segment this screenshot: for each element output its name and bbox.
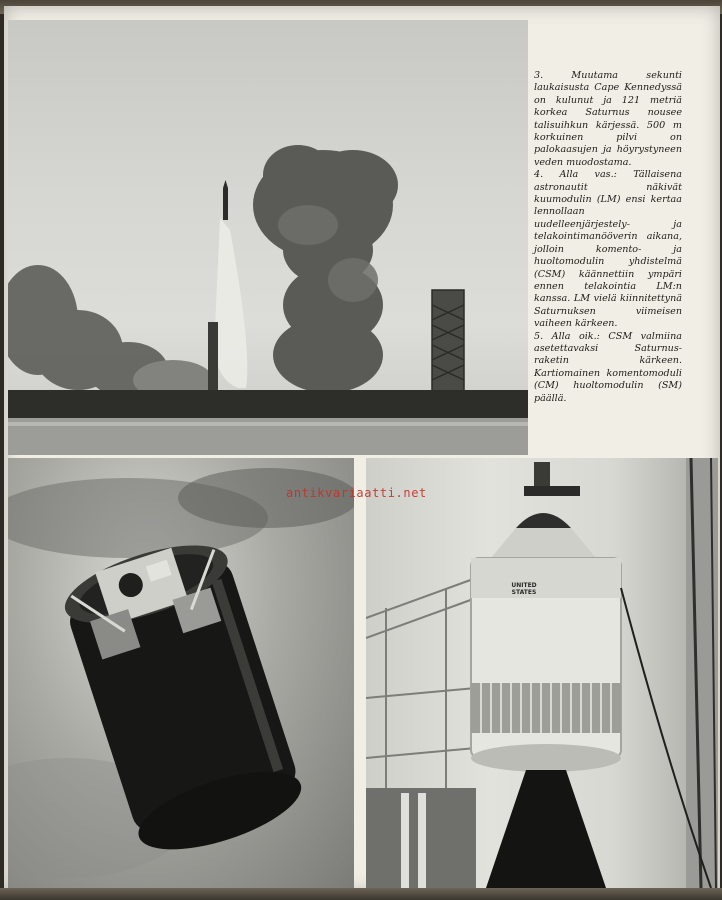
launch-scene xyxy=(8,20,528,455)
photo-saturn-launch xyxy=(8,20,528,455)
caption-5: 5. Alla oik.: CSM valmiina asetettavaksi Saturnus-raketin kärkeen. Kartiomainen komentomoduli (CM) huoltomodulin (SM) päällä. xyxy=(534,330,682,404)
photo-csm-hangar xyxy=(366,458,718,888)
photo-lunar-module xyxy=(8,458,354,888)
watermark-text: antikvariaatti.net xyxy=(286,486,427,500)
caption-3: 3. Muutama sekunti laukaisusta Cape Kennedyssä on kulunut ja 121 metriä korkea Saturnus nousee talisuihkun kärjessä. 500 m korkuinen pilvi on palokaasujen ja höyrystyneen veden muodostama. xyxy=(534,70,682,168)
book-edge-bottom xyxy=(0,888,722,900)
lunar-module-scene xyxy=(8,458,354,888)
caption-4: 4. Alla vas.: Tällaisena astronautit näkivät kuumodulin (LM) ensi kertaa lennollaan uudelleenjärjestely- ja telakointimanööverin aikana, jolloin komento- ja huoltomodulin yhdistelmä (CSM) käännettiin ympäri ennen telakointia LM:n kanssa. LM vielä kiinnitettynä Saturnuksen viimeisen vaiheen kärkeen. xyxy=(534,169,682,330)
capsule-label: UNITED STATES xyxy=(511,582,537,596)
csm-scene xyxy=(366,458,718,888)
caption-column xyxy=(534,70,682,405)
